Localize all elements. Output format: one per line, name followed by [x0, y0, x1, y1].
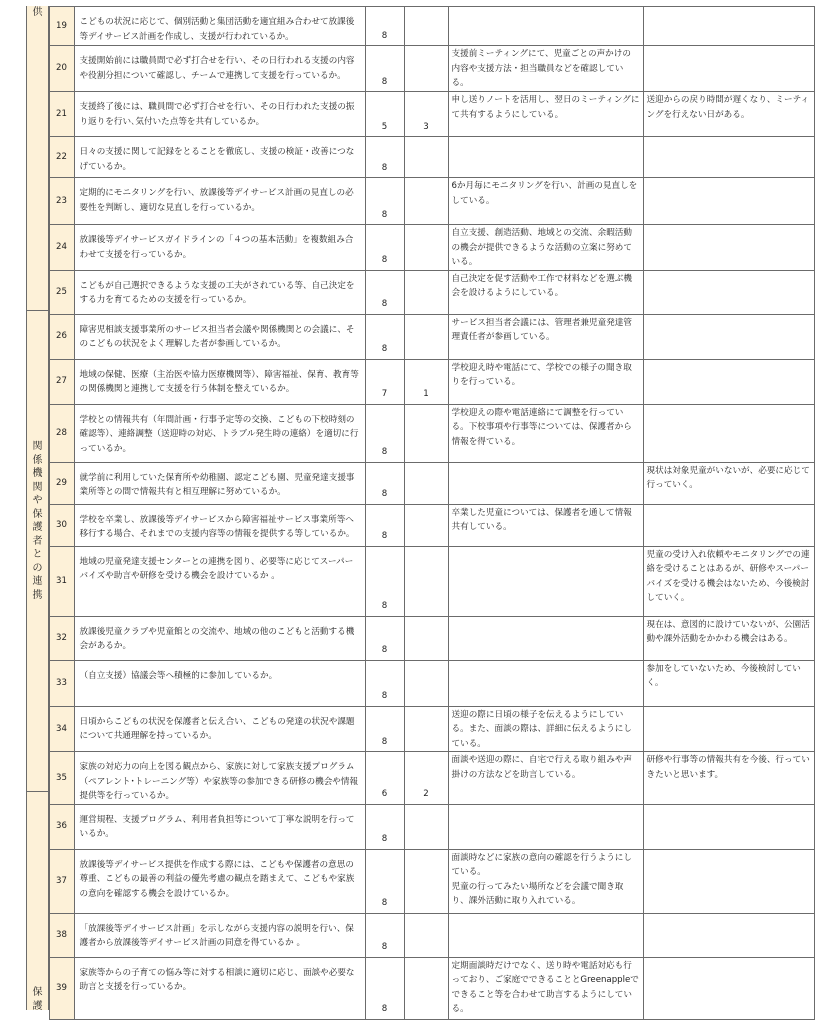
evaluation-item-cell [74, 225, 365, 271]
table-row [26, 7, 814, 46]
table-row [26, 913, 814, 957]
table-row [26, 137, 814, 178]
table-row [26, 225, 814, 271]
yes-count: 8 [381, 30, 388, 41]
status-comment-cell [448, 270, 643, 314]
item-number: 26 [56, 331, 67, 342]
no-count: 3 [423, 121, 429, 132]
status-comment-cell [448, 804, 643, 849]
evaluation-item: 「放課後等デイサービス計画」を示しながら支援内容の説明を行い、保護者から放課後等デイサービス計画の同意を得ているか 。 [79, 923, 354, 948]
improvement-note-cell [643, 752, 814, 805]
yes-count-cell [365, 178, 404, 225]
improvement-note-cell [643, 92, 814, 137]
no-count-cell [404, 7, 448, 46]
item-number-cell [49, 46, 74, 92]
evaluation-item-cell [74, 706, 365, 752]
item-number: 37 [56, 875, 67, 886]
no-count-cell [404, 92, 448, 137]
table-row [26, 359, 814, 404]
yes-count-cell [365, 359, 404, 404]
improvement-note: 現状は対象児童がいないが、必要に応じて行っていく。 [646, 465, 810, 490]
status-comment: 卒業した児童については、保護者を通して情報共有している。 [451, 507, 632, 532]
evaluation-item: こどもの状況に応じて、個別活動と集団活動を適宜組み合わせて放課後等デイサービス計画を作成し、支援が行われているか。 [79, 17, 355, 42]
evaluation-item: 地域の保健、医療（主治医や協力医療機関等）、障害福祉、保育、教育等の関係機関と連携して支援を行う体制を整えているか。 [79, 369, 359, 394]
item-number: 32 [56, 632, 67, 643]
status-comment-cell [448, 92, 643, 137]
table-row [26, 462, 814, 504]
evaluation-item: 障害児相談支援事業所のサービス担当者会議や関係機関との会議に、そのこどもの状況をよく理解した者が参画しているか。 [79, 324, 355, 349]
item-number-cell [49, 660, 74, 706]
improvement-note-cell [643, 314, 814, 359]
yes-count-cell [365, 804, 404, 849]
table-row [26, 957, 814, 1019]
evaluation-item-cell [74, 137, 365, 178]
no-count-cell [404, 359, 448, 404]
no-count-cell [404, 225, 448, 271]
evaluation-item: 地域の児童発達支援センターとの連携を図り、必要等に応じてスーパーバイズや助言や研修を受ける機会を設けているか 。 [79, 556, 354, 581]
yes-count: 8 [381, 447, 388, 457]
evaluation-item-cell [74, 462, 365, 504]
no-count-cell [404, 957, 448, 1019]
improvement-note-cell [643, 804, 814, 849]
item-number-cell [49, 270, 74, 314]
status-comment-cell [448, 504, 643, 546]
item-number-cell [49, 314, 74, 359]
evaluation-item: 放課後等デイサービス提供を作成する際には、こどもや保護者の意思の尊重、こどもの最善の利益の優先考慮の観点を踏まえて、こどもや家族の意向を確認する機会を設けているか。 [79, 859, 355, 899]
improvement-note-cell [643, 46, 814, 92]
status-comment-cell [448, 404, 643, 462]
improvement-note-cell [643, 178, 814, 225]
yes-count: 8 [381, 344, 388, 354]
improvement-note-cell [643, 225, 814, 271]
table-row [26, 660, 814, 706]
improvement-note-cell [643, 957, 814, 1019]
item-number-cell [49, 616, 74, 660]
no-count-cell [404, 178, 448, 225]
status-comment-cell [448, 178, 643, 225]
no-count-cell [404, 752, 448, 805]
yes-count: 6 [381, 789, 388, 799]
yes-count-cell [365, 225, 404, 271]
no-count: 2 [423, 789, 429, 799]
status-comment-cell [448, 7, 643, 46]
item-number: 28 [56, 427, 67, 438]
no-count-cell [404, 270, 448, 314]
yes-count-cell [365, 314, 404, 359]
item-number-cell [49, 359, 74, 404]
improvement-note-cell [643, 270, 814, 314]
status-comment-cell [448, 616, 643, 660]
item-number-cell [49, 957, 74, 1019]
improvement-note-cell [643, 660, 814, 706]
item-number-cell [49, 137, 74, 178]
item-number: 24 [56, 242, 67, 252]
table-row [26, 706, 814, 752]
item-number: 20 [56, 63, 67, 74]
evaluation-item-cell [74, 314, 365, 359]
item-number-cell [49, 752, 74, 805]
item-number: 22 [56, 151, 67, 162]
evaluation-item-cell [74, 504, 365, 546]
evaluation-item: 支援終了後には、職員間で必ず打合せを行い、その日行われた支援の振り返りを行い､気付いた点等を共有しているか。 [79, 102, 355, 127]
evaluation-item: 定期的にモニタリングを行い、放課後等デイサービス計画の見直しの必要性を判断し、適切な見直しを行っているか。 [79, 188, 354, 213]
yes-count: 8 [381, 531, 388, 541]
improvement-note: 送迎からの戻り時間が遅くなり、ミーティングを行えない日がある。 [646, 95, 810, 120]
yes-count: 8 [381, 255, 388, 265]
item-number: 38 [56, 929, 67, 940]
yes-count: 8 [381, 691, 388, 701]
evaluation-item-cell [74, 660, 365, 706]
evaluation-item: 学校との情報共有（年間計画・行事予定等の交換、こどもの下校時刻の確認等）、連絡調整（送迎時の対応、トラブル発生時の連絡）を適切に行っているか。 [79, 414, 359, 454]
item-number: 31 [56, 575, 67, 586]
evaluation-item-cell [74, 92, 365, 137]
yes-count: 8 [381, 942, 388, 952]
no-count: 1 [423, 389, 429, 399]
evaluation-item: こどもが自己選択できるような支援の工夫がされている等、自己決定をする力を育てるための支援を行っているか。 [79, 280, 355, 305]
evaluation-item: 家族等からの子育ての悩み等に対する相談に適切に応じ、面談や必要な助言と支援を行っているか。 [79, 967, 355, 992]
no-count-cell [404, 706, 448, 752]
no-count-cell [404, 46, 448, 92]
improvement-note: 参加をしていないため、今後検討していく。 [646, 663, 801, 688]
item-number-cell [49, 504, 74, 546]
evaluation-item: 放課後児童クラブや児童館との交流や、地域の他のこどもと活動する機会があるか。 [79, 626, 355, 651]
item-number: 25 [56, 286, 67, 297]
yes-count: 8 [381, 645, 388, 655]
no-count-cell [404, 137, 448, 178]
table-row [26, 752, 814, 805]
yes-count: 8 [381, 76, 388, 87]
item-number: 36 [56, 821, 67, 832]
improvement-note-cell [643, 616, 814, 660]
item-number: 23 [56, 195, 67, 206]
status-comment-cell [448, 462, 643, 504]
improvement-note-cell [643, 404, 814, 462]
item-number: 39 [56, 982, 67, 993]
evaluation-item: 放課後等デイサービスガイドラインの「４つの基本活動」を複数組み合わせて支援を行っているか。 [79, 235, 354, 260]
improvement-note-cell [643, 706, 814, 752]
yes-count-cell [365, 270, 404, 314]
yes-count-cell [365, 706, 404, 752]
yes-count-cell [365, 46, 404, 92]
no-count-cell [404, 913, 448, 957]
item-number: 27 [56, 376, 67, 387]
evaluation-item: 学校を卒業し、放課後等デイサービスから障害福祉サービス事業所等へ移行する場合、それまでの支援内容等の情報を提供する等しているか。 [79, 514, 355, 539]
improvement-note-cell [643, 913, 814, 957]
table-row [26, 849, 814, 913]
yes-count-cell [365, 957, 404, 1019]
evaluation-item-cell [74, 7, 365, 46]
yes-count: 8 [381, 601, 388, 611]
status-comment-cell [448, 660, 643, 706]
improvement-note: 現在は、意図的に設けていないが、公園活動や課外活動をかかわる機会はある。 [646, 619, 810, 644]
evaluation-item: （自立支援）協議会等へ積極的に参加しているか。 [79, 670, 278, 681]
improvement-note: 児童の受け入れ依頼やモニタリングでの連絡を受けることはあるが、研修やスーパーバイズを受ける機会はないため、今後検討していく。 [646, 549, 810, 603]
yes-count: 8 [381, 489, 388, 499]
table-row [26, 92, 814, 137]
status-comment: 6か月毎にモニタリングを行い、計画の見直しをしている。 [451, 181, 638, 206]
section-label-coordination: 関 係 機 関 や 保 護 者 と の 連 携 [32, 441, 43, 601]
evaluation-item: 日頃からこどもの状況を保護者と伝え合い、こどもの発達の状況や課題について共通理解を持っているか。 [79, 716, 355, 741]
evaluation-item-cell [74, 46, 365, 92]
improvement-note-cell [643, 137, 814, 178]
status-comment: 自立支援、創造活動、地域との交流、余暇活動の機会が提供できるような活動の立案に努めている。 [451, 228, 632, 267]
status-comment-cell [448, 46, 643, 92]
status-comment: 学校迎えの際や電話連絡にて調整を行っている。下校事項や行事等については、保護者から情報を得ている。 [451, 407, 632, 447]
item-number-cell [49, 404, 74, 462]
no-count-cell [404, 504, 448, 546]
item-number: 34 [56, 723, 67, 734]
table-row [26, 178, 814, 225]
status-comment-cell [448, 546, 643, 616]
yes-count-cell [365, 137, 404, 178]
item-number: 21 [56, 108, 67, 119]
status-comment: 学校迎え時や電話にて、学校での様子の聞き取りを行っている。 [451, 362, 632, 387]
yes-count-cell [365, 462, 404, 504]
yes-count-cell [365, 504, 404, 546]
item-number-cell [49, 7, 74, 46]
evaluation-item: 家族の対応力の向上を図る観点から、家族に対して家族支援プログラム（ペアレント･トレーニング等）や家族等の参加できる研修の機会や情報提供等を行っているか。 [79, 762, 359, 801]
table-row [26, 504, 814, 546]
self-evaluation-table [26, 6, 815, 1020]
item-number-cell [49, 804, 74, 849]
no-count-cell [404, 849, 448, 913]
status-comment-cell [448, 849, 643, 913]
evaluation-item-cell [74, 546, 365, 616]
yes-count-cell [365, 660, 404, 706]
yes-count: 8 [381, 209, 388, 220]
item-number-cell [49, 849, 74, 913]
item-number: 35 [56, 772, 67, 783]
status-comment: 送迎の際に日頃の様子を伝えるようにしている。また、面談の際は、詳細に伝えるようにしている。 [451, 709, 632, 749]
table-row [26, 404, 814, 462]
item-number-cell [49, 462, 74, 504]
evaluation-item-cell [74, 404, 365, 462]
yes-count: 8 [381, 162, 388, 173]
status-comment-cell [448, 752, 643, 805]
yes-count: 8 [381, 299, 388, 309]
table-row [26, 804, 814, 849]
item-number-cell [49, 546, 74, 616]
evaluation-item-cell [74, 270, 365, 314]
yes-count-cell [365, 849, 404, 913]
item-number-cell [49, 225, 74, 271]
yes-count-cell [365, 616, 404, 660]
status-comment: サービス担当者会議には、管理者兼児童発達管理責任者が参画している。 [451, 317, 632, 342]
status-comment: 支援前ミーティングにて、児童ごとの声かけの内容や支援方法・担当職員などを確認している。 [451, 49, 631, 88]
status-comment-cell [448, 957, 643, 1019]
item-number-cell [49, 913, 74, 957]
no-count-cell [404, 804, 448, 849]
yes-count-cell [365, 546, 404, 616]
evaluation-item: 日々の支援に関して記録をとることを徹底し、支援の検証・改善につなげているか。 [79, 147, 355, 172]
no-count-cell [404, 616, 448, 660]
yes-count-cell [365, 92, 404, 137]
improvement-note-cell [643, 504, 814, 546]
evaluation-item-cell [74, 849, 365, 913]
improvement-note: 研修や行事等の情報共有を今後、行っていきたいと思います。 [646, 755, 810, 780]
yes-count-cell [365, 404, 404, 462]
item-number: 33 [56, 677, 67, 688]
no-count-cell [404, 546, 448, 616]
evaluation-item-cell [74, 957, 365, 1019]
status-comment: 自己決定を促す活動や工作で材料などを選ぶ機会を設けるようにしている。 [451, 273, 632, 298]
improvement-note-cell [643, 7, 814, 46]
item-number-cell [49, 92, 74, 137]
item-number: 19 [56, 20, 67, 31]
item-number-cell [49, 178, 74, 225]
evaluation-item: 支援開始前には職員間で必ず打合せを行い、その日行われる支援の内容や役割分担について確認し、チームで連携して支援を行っているか。 [79, 56, 355, 81]
evaluation-item-cell [74, 616, 365, 660]
status-comment-cell [448, 314, 643, 359]
yes-count: 8 [381, 834, 388, 844]
status-comment-cell [448, 225, 643, 271]
evaluation-item: 運営規程、支援プログラム、利用者負担等について丁寧な説明を行っているか。 [79, 814, 355, 839]
section-label-guardian: 保 護 [32, 987, 43, 1012]
improvement-note-cell [643, 849, 814, 913]
status-comment: 面談や送迎の際に、自宅で行える取り組みや声掛けの方法などを助言している。 [451, 755, 632, 780]
status-comment: 定期面談時だけでなく、送り時や電話対応も行っており、ご家庭でできることとGreenappleでできること等を合わせて助言するようにしている。 [451, 960, 639, 1014]
evaluation-item-cell [74, 359, 365, 404]
status-comment: 申し送りノートを活用し、翌日のミーティングにて共有するようにしている。 [451, 95, 640, 120]
evaluation-item: 就学前に利用していた保育所や幼稚園、認定こども園、児童発達支援事業所等との間で情報共有と相互理解に努めているか。 [79, 472, 355, 497]
improvement-note-cell [643, 546, 814, 616]
no-count-cell [404, 462, 448, 504]
item-number: 30 [56, 519, 67, 530]
table-row [26, 314, 814, 359]
status-comment-cell [448, 359, 643, 404]
improvement-note-cell [643, 462, 814, 504]
yes-count-cell [365, 752, 404, 805]
no-count-cell [404, 660, 448, 706]
table-row [26, 546, 814, 616]
item-number: 29 [56, 477, 67, 488]
yes-count: 8 [381, 898, 388, 908]
yes-count-cell [365, 7, 404, 46]
status-comment-cell [448, 913, 643, 957]
table-row [26, 270, 814, 314]
yes-count: 7 [381, 389, 388, 399]
item-number-cell [49, 706, 74, 752]
no-count-cell [404, 314, 448, 359]
status-comment: 面談時などに家族の意向の確認を行うようにしている。 児童の行ってみたい場所などを会議で聞き取り、課外活動に取り入れている。 [451, 852, 632, 906]
no-count-cell [404, 404, 448, 462]
yes-count: 8 [381, 736, 388, 747]
yes-count: 5 [381, 121, 388, 132]
evaluation-item-cell [74, 178, 365, 225]
section-label-support: 供 [32, 7, 43, 18]
evaluation-item-cell [74, 804, 365, 849]
evaluation-item-cell [74, 913, 365, 957]
evaluation-item-cell [74, 752, 365, 805]
improvement-note-cell [643, 359, 814, 404]
table-row [26, 616, 814, 660]
yes-count-cell [365, 913, 404, 957]
table-row [26, 46, 814, 92]
yes-count: 8 [381, 1004, 388, 1014]
status-comment-cell [448, 137, 643, 178]
status-comment-cell [448, 706, 643, 752]
